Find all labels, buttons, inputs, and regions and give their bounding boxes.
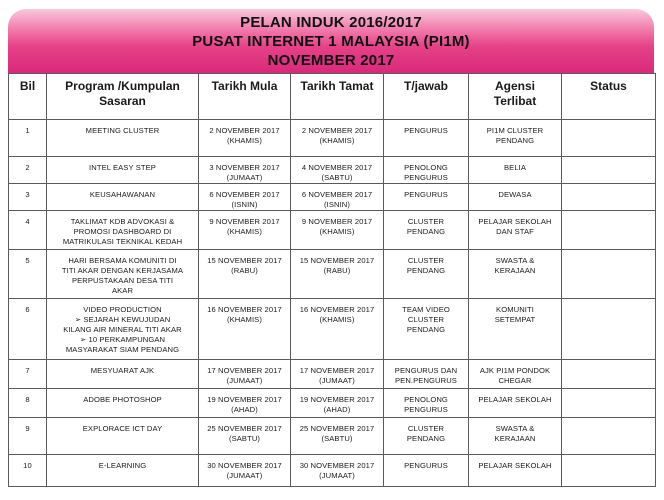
cell-status [562,120,656,157]
cell-program-line: VIDEO PRODUCTION [83,305,162,314]
cell-program [47,389,199,418]
cell-tjawab [384,157,469,184]
cell-agensi-line: PELAJAR SEKOLAH [478,217,552,226]
cell-agensi [469,389,562,418]
cell-tjawab-line: PENGURUS [404,405,448,414]
col-header-program: Program /Kumpulan Sasaran [47,74,199,120]
cell-mula-line: (ISNIN) [231,200,258,209]
cell-tjawab [384,389,469,418]
cell-tjawab-line: PEN.PENGURUS [395,376,457,385]
title-line-1: PELAN INDUK 2016/2017 [240,14,422,31]
cell-status [562,184,656,211]
cell-agensi-line: PELAJAR SEKOLAH [478,395,552,404]
cell-program [47,418,199,455]
table-row [9,455,656,487]
col-header-agensi: Agensi Terlibat [469,74,562,120]
cell-program-line: INTEL EASY STEP [89,163,156,172]
cell-agensi-line: AJK PI1M PONDOK [479,366,551,375]
cell-tamat-line: 19 NOVEMBER 2017 [299,395,375,404]
cell-mula-line: 16 NOVEMBER 2017 [207,305,282,314]
cell-tamat-line: (KHAMIS) [319,315,355,324]
table-row [9,299,656,360]
cell-tamat-line: 17 NOVEMBER 2017 [299,366,375,375]
cell-program-line: MEETING CLUSTER [85,126,160,135]
cell-tamat [291,389,384,418]
cell-mula-line: 15 NOVEMBER 2017 [207,256,282,265]
cell-tjawab-line: PENGURUS [404,126,448,135]
cell-tamat-line: (SABTU) [321,434,353,443]
cell-tamat [291,299,384,360]
cell-agensi-line: SWASTA & [495,256,535,265]
cell-tjawab-line: PENGURUS DAN [394,366,458,375]
cell-bil: 4 [9,211,47,250]
cell-mula [199,455,291,487]
cell-program [47,455,199,487]
cell-program-line: HARI BERSAMA KOMUNITI DI [68,256,177,265]
cell-program-line: E-LEARNING [98,461,147,470]
cell-mula [199,211,291,250]
cell-status [562,157,656,184]
table-row [9,184,656,211]
cell-mula-line: 2 NOVEMBER 2017 [209,126,280,135]
cell-status [562,299,656,360]
cell-agensi [469,360,562,389]
table-header-row [9,74,656,120]
cell-tjawab-line: PENDANG [406,266,446,275]
cell-program-line: TAKLIMAT KDB ADVOKASI & [70,217,175,226]
cell-mula [199,299,291,360]
cell-bil: 6 [9,299,47,360]
cell-tjawab-line: CLUSTER [407,256,445,265]
col-header-tarikh-mula: Tarikh Mula [199,74,291,120]
cell-program-line: MATRIKULASI TEKNIKAL KEDAH [62,237,183,246]
col-header-tjawab: T/jawab [384,74,469,120]
cell-mula-line: 9 NOVEMBER 2017 [209,217,280,226]
cell-bil: 1 [9,120,47,157]
cell-mula [199,418,291,455]
cell-tamat-line: (ISNIN) [323,200,350,209]
cell-agensi-line: PELAJAR SEKOLAH [478,461,552,470]
cell-agensi-line: KOMUNITI [496,305,534,314]
cell-status [562,455,656,487]
cell-tjawab-line: PENDANG [406,227,446,236]
cell-program-line: TITI AKAR DENGAN KERJASAMA [61,266,184,275]
cell-tamat-line: 9 NOVEMBER 2017 [301,217,373,226]
cell-mula-line: (JUMAAT) [226,173,263,182]
cell-program-line: MASYARAKAT SIAM PENDANG [65,345,180,354]
cell-tamat-line: 25 NOVEMBER 2017 [299,424,375,433]
cell-mula-line: 6 NOVEMBER 2017 [209,190,280,199]
cell-mula-line: 17 NOVEMBER 2017 [207,366,282,375]
cell-tjawab-line: PENDANG [406,325,446,334]
cell-tjawab [384,184,469,211]
cell-agensi-line: DEWASA [498,190,532,199]
cell-tamat [291,455,384,487]
cell-program-line: ➢ SEJARAH KEWUJUDAN [74,315,171,324]
cell-program-line: EXPLORACE ICT DAY [82,424,163,433]
cell-mula [199,184,291,211]
cell-tamat-line: 2 NOVEMBER 2017 [301,126,373,135]
cell-program [47,360,199,389]
col-header-status: Status [562,74,656,120]
cell-mula [199,157,291,184]
cell-tamat-line: 4 NOVEMBER 2017 [301,163,373,172]
cell-program-line: MESYUARAT AJK [90,366,155,375]
cell-agensi [469,250,562,299]
cell-mula-line: (AHAD) [231,405,258,414]
cell-mula-line: (RABU) [231,266,258,275]
cell-status [562,418,656,455]
cell-tamat-line: 15 NOVEMBER 2017 [299,256,375,265]
activity-table [8,73,656,487]
table-row [9,157,656,184]
cell-tamat-line: (JUMAAT) [319,376,355,385]
table-row [9,120,656,157]
cell-agensi-line: PI1M CLUSTER [486,126,544,135]
cell-tjawab-line: PENGURUS [404,461,448,470]
cell-tamat [291,184,384,211]
cell-bil: 2 [9,157,47,184]
cell-tamat-line: (SABTU) [321,173,353,182]
cell-bil: 8 [9,389,47,418]
cell-tamat [291,360,384,389]
cell-program [47,250,199,299]
cell-mula-line: (JUMAAT) [226,376,263,385]
col-header-bil: Bil [9,74,47,120]
cell-bil: 10 [9,455,47,487]
cell-mula [199,360,291,389]
table-row [9,250,656,299]
cell-program-line: ➢ 10 PERKAMPUNGAN [79,335,166,344]
title-banner [8,9,654,73]
cell-tjawab-line: PENOLONG [404,395,448,404]
table-row [9,360,656,389]
cell-bil: 9 [9,418,47,455]
cell-tjawab [384,418,469,455]
cell-agensi [469,418,562,455]
cell-agensi-line: KERAJAAN [494,434,536,443]
cell-agensi-line: SWASTA & [495,424,535,433]
cell-mula-line: 30 NOVEMBER 2017 [207,461,282,470]
title-line-2: PUSAT INTERNET 1 MALAYSIA (PI1M) [192,33,470,50]
cell-program-line: ADOBE PHOTOSHOP [83,395,162,404]
cell-status [562,389,656,418]
cell-tjawab-line: PENGURUS [404,190,448,199]
cell-tjawab-line: PENGURUS [404,173,448,182]
cell-program [47,157,199,184]
cell-tjawab-line: PENOLONG [404,163,448,172]
cell-mula-line: (JUMAAT) [226,471,263,480]
cell-program-line: AKAR [111,286,134,295]
cell-program-line: PROMOSI DASHBOARD DI [73,227,172,236]
cell-tamat [291,250,384,299]
cell-tamat-line: (JUMAAT) [319,471,355,480]
cell-tamat [291,120,384,157]
cell-tamat [291,157,384,184]
cell-agensi-line: BELIA [503,163,527,172]
cell-tjawab [384,360,469,389]
cell-tjawab [384,211,469,250]
cell-mula-line: 19 NOVEMBER 2017 [207,395,282,404]
cell-tjawab [384,120,469,157]
cell-agensi [469,120,562,157]
col-header-tarikh-tamat: Tarikh Tamat [291,74,384,120]
table-row [9,211,656,250]
cell-tamat-line: 30 NOVEMBER 2017 [299,461,375,470]
cell-mula-line: (KHAMIS) [227,227,262,236]
cell-tjawab-line: CLUSTER [407,315,445,324]
cell-tamat-line: 6 NOVEMBER 2017 [301,190,373,199]
cell-bil: 3 [9,184,47,211]
cell-program-line: KEUSAHAWANAN [89,190,156,199]
cell-status [562,250,656,299]
cell-tamat-line: (KHAMIS) [319,227,355,236]
cell-tamat-line: (KHAMIS) [319,136,355,145]
cell-status [562,211,656,250]
cell-agensi [469,157,562,184]
cell-agensi-line: SETEMPAT [494,315,536,324]
cell-tamat-line: (AHAD) [323,405,351,414]
cell-tamat [291,211,384,250]
cell-mula-line: 25 NOVEMBER 2017 [207,424,282,433]
cell-tjawab-line: TEAM VIDEO [402,305,450,314]
cell-tjawab [384,299,469,360]
cell-mula-line: (SABTU) [228,434,261,443]
cell-bil: 7 [9,360,47,389]
cell-program [47,184,199,211]
cell-mula-line: 3 NOVEMBER 2017 [209,163,280,172]
cell-mula [199,120,291,157]
cell-status [562,360,656,389]
cell-program [47,120,199,157]
cell-mula-line: (KHAMIS) [227,136,262,145]
table-row [9,389,656,418]
cell-program [47,211,199,250]
cell-tamat-line: 16 NOVEMBER 2017 [299,305,375,314]
cell-agensi [469,184,562,211]
cell-tjawab [384,250,469,299]
table-row [9,418,656,455]
cell-tjawab-line: CLUSTER [407,217,445,226]
cell-agensi [469,299,562,360]
cell-program [47,299,199,360]
cell-program-line: PERPUSTAKAAN DESA TITI [71,276,174,285]
cell-tjawab-line: CLUSTER [407,424,445,433]
cell-tjawab [384,455,469,487]
cell-program-line: KILANG AIR MINERAL TITI AKAR [63,325,182,334]
cell-tjawab-line: PENDANG [406,434,446,443]
cell-agensi-line: PENDANG [495,136,535,145]
cell-mula-line: (KHAMIS) [227,315,262,324]
cell-mula [199,250,291,299]
cell-agensi [469,455,562,487]
cell-agensi [469,211,562,250]
cell-mula [199,389,291,418]
cell-tamat [291,418,384,455]
cell-bil: 5 [9,250,47,299]
title-line-3: NOVEMBER 2017 [267,52,395,69]
cell-agensi-line: KERAJAAN [494,266,536,275]
cell-agensi-line: CHEGAR [498,376,532,385]
cell-agensi-line: DAN STAF [496,227,534,236]
cell-tamat-line: (RABU) [323,266,351,275]
